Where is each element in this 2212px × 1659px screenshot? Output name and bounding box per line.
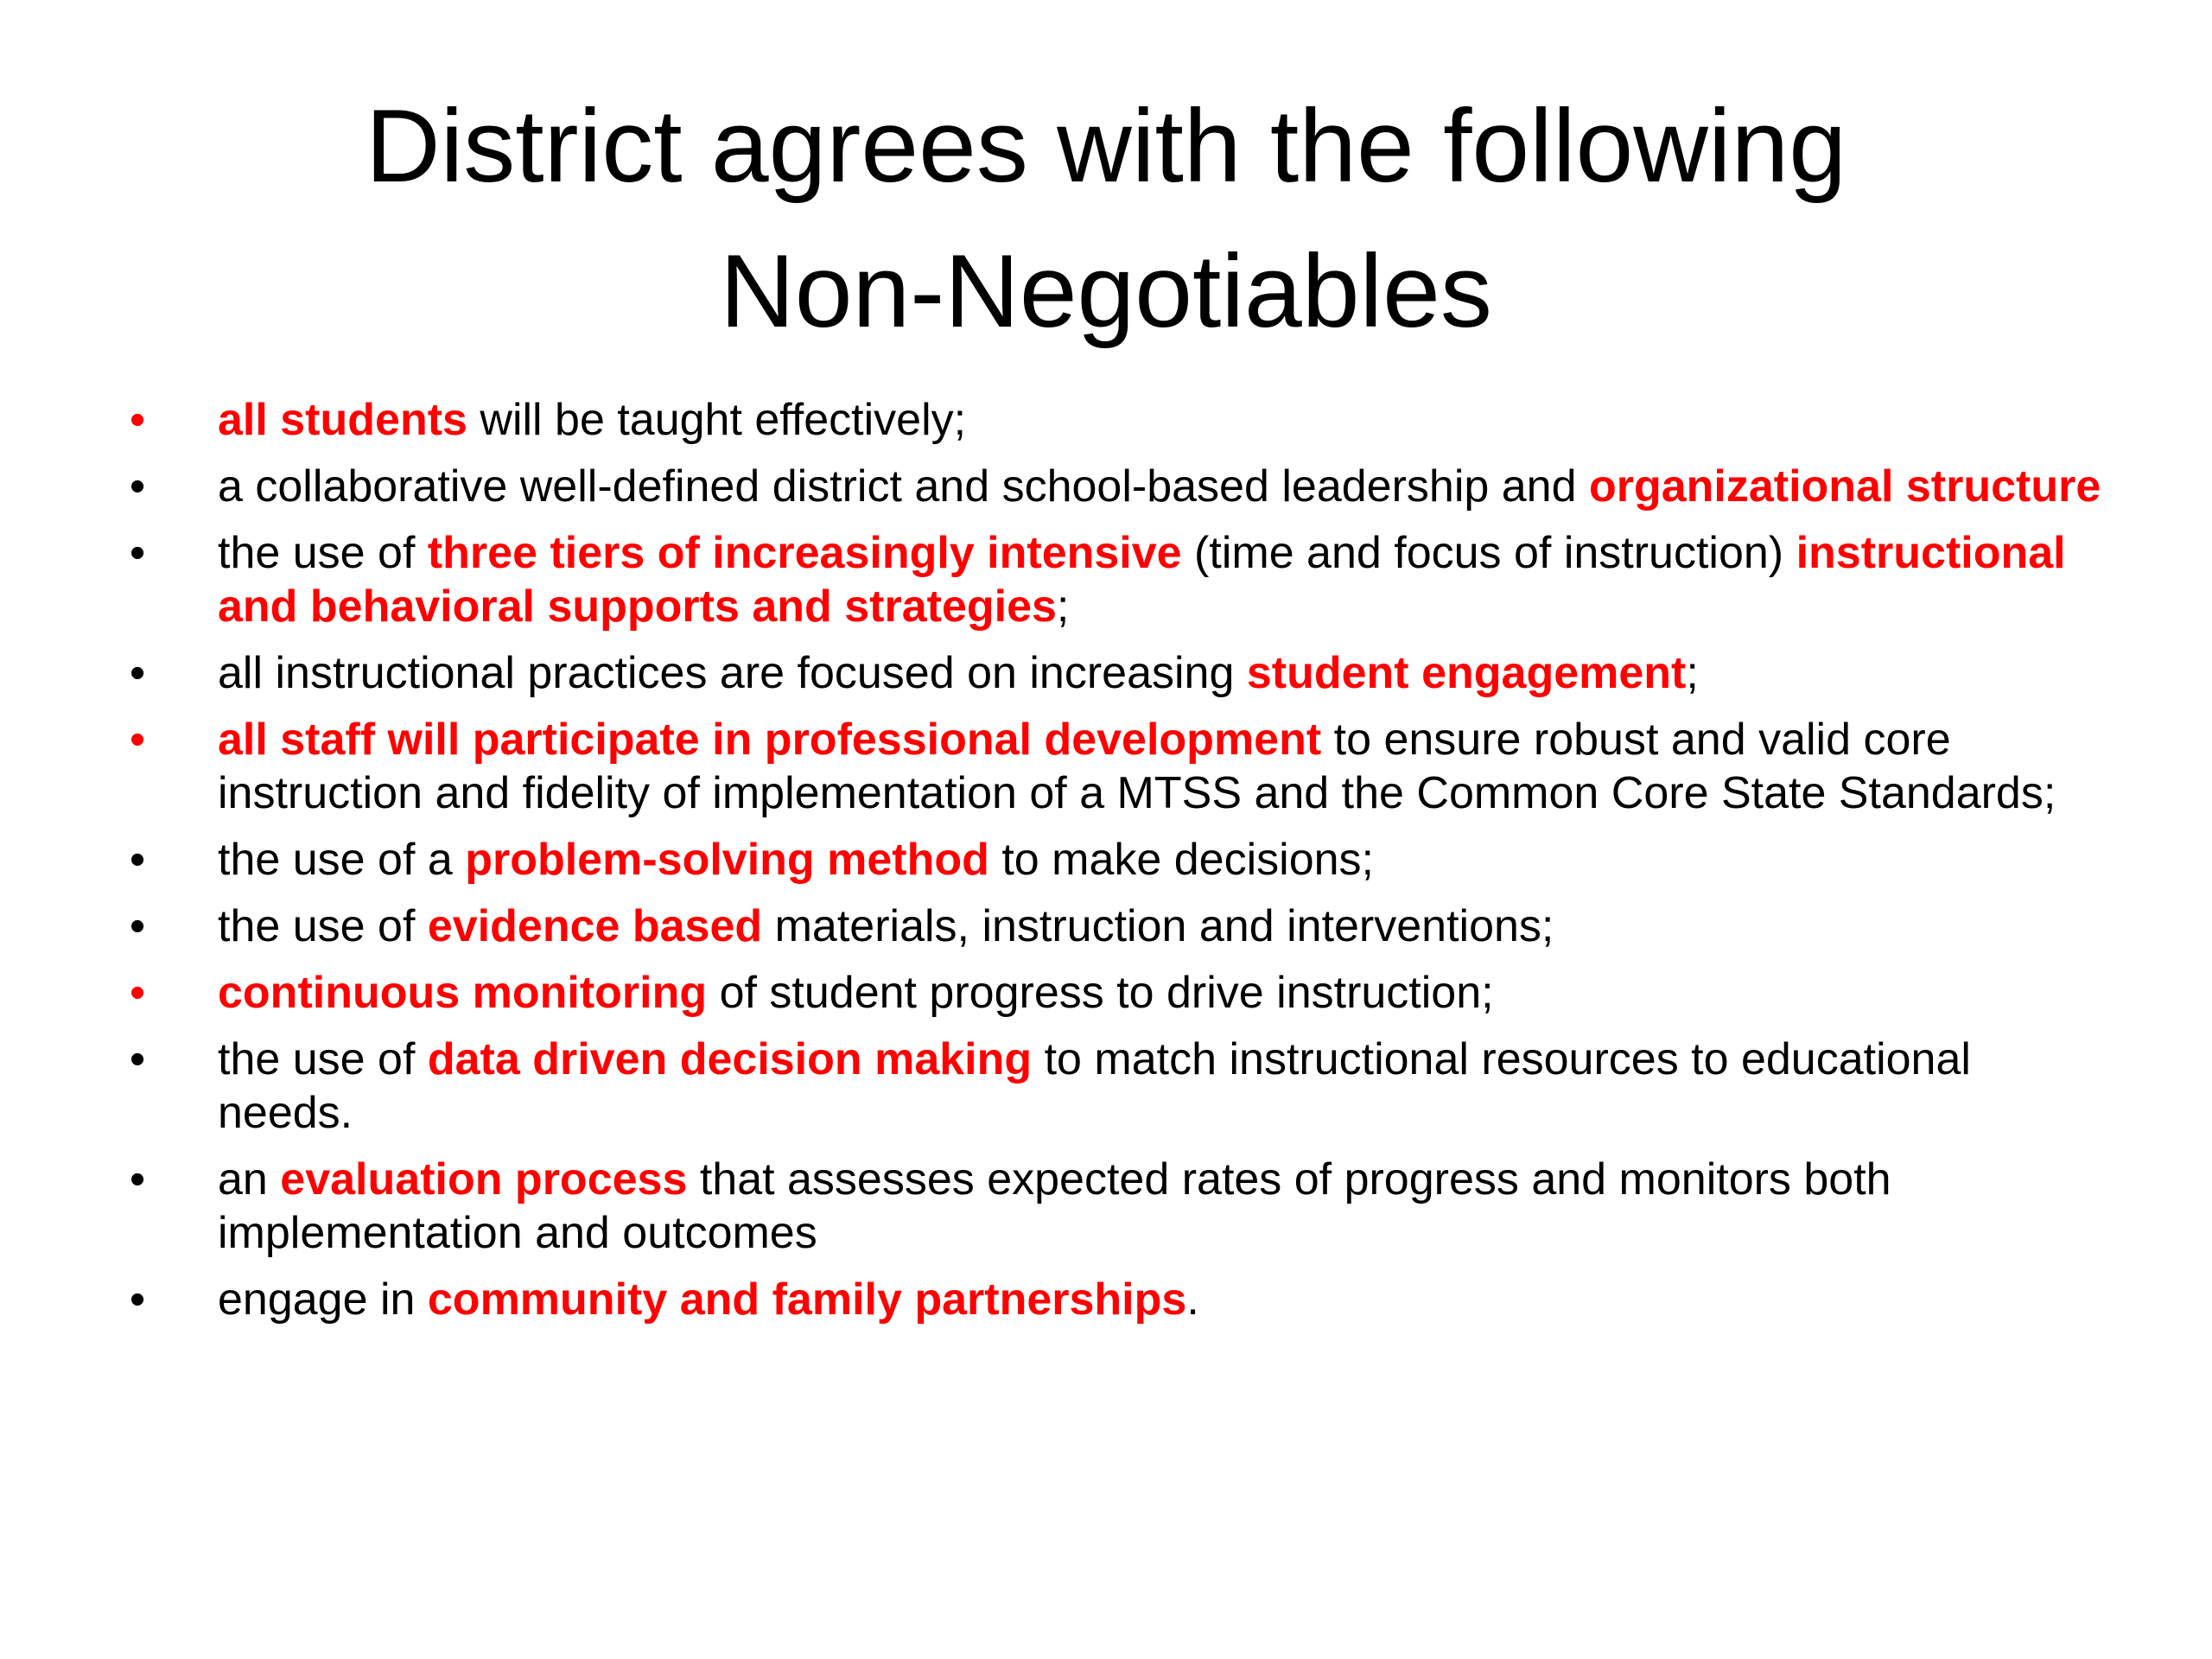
bullet-text: the use of a [218,835,466,885]
bullet-dot-icon: • [130,715,146,765]
bullet-text: all instructional practices are focused on increasing [218,648,1247,698]
bullet-highlight: evidence based [427,901,763,951]
bullet-item [130,1273,2117,1326]
bullet-text: to ensure robust and valid core instruction and fidelity of implementation of a MTSS and the Common Core State Standards; [218,715,2056,818]
bullet-item [130,1033,2117,1140]
bullet-text: materials, instruction and interventions; [762,901,1554,951]
bullet-text: the use of [218,1034,428,1084]
bullet-list [130,393,2117,1339]
bullet-dot-icon: • [130,461,146,512]
bullet-text: a collaborative well-defined district and school-based leadership and [218,461,1589,512]
bullet-text: the use of [218,901,428,951]
bullet-highlight: student engagement [1246,648,1687,698]
bullet-text: of student progress to drive instruction; [707,968,1494,1018]
slide-title-line-2: Non-Negotiables [720,233,1492,349]
bullet-text: will be taught effectively; [467,395,967,445]
bullet-dot-icon: • [130,1034,146,1084]
bullet-item [130,460,2117,513]
bullet-item [130,1153,2117,1260]
bullet-item [130,966,2117,1020]
bullet-highlight: organizational structure [1588,461,2101,512]
bullet-dot-icon: • [130,648,146,698]
bullet-dot-icon: • [130,395,146,445]
bullet-highlight: data driven decision making [427,1034,1033,1084]
bullet-item [130,713,2117,820]
bullet-dot-icon: • [130,901,146,951]
bullet-dot-icon: • [130,968,146,1018]
bullet-dot-icon: • [130,528,146,578]
bullet-highlight: community and family partnerships [427,1274,1187,1325]
bullet-text: to make decisions; [988,835,1374,885]
slide-title [0,73,2212,364]
bullet-text: (time and focus of instruction) [1181,528,1796,578]
bullet-text: to match instructional resources to educational needs. [218,1034,1971,1138]
bullet-item [130,526,2117,633]
bullet-dot-icon: • [130,835,146,885]
bullet-item [130,393,2117,447]
bullet-highlight: all students [218,395,467,445]
bullet-text: engage in [218,1274,428,1325]
bullet-highlight: continuous monitoring [218,968,708,1018]
bullet-dot-icon: • [130,1154,146,1205]
bullet-dot-icon: • [130,1274,146,1325]
bullet-text: that assesses expected rates of progress and monitors both implementation and outcomes [218,1154,1891,1258]
slide-title-line-1: District agrees with the following [365,88,1847,204]
bullet-item [130,646,2117,700]
bullet-highlight: instructional and behavioral supports and strategies [218,528,2066,632]
bullet-text: ; [1686,648,1699,698]
bullet-highlight: problem-solving method [465,835,989,885]
bullet-text: an [218,1154,281,1205]
bullet-item [130,833,2117,887]
bullet-highlight: three tiers of increasingly intensive [427,528,1182,578]
bullet-text: . [1186,1274,1199,1325]
bullet-text: ; [1056,582,1070,632]
bullet-highlight: all staff will participate in professional development [218,715,1322,765]
bullet-text: the use of [218,528,428,578]
bullet-highlight: evaluation process [280,1154,688,1205]
bullet-item [130,899,2117,953]
